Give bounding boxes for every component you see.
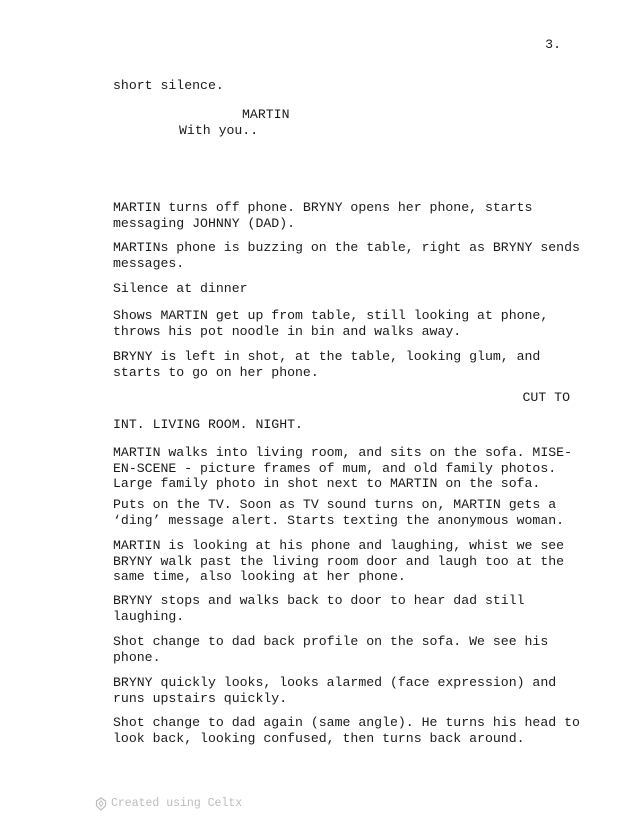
action-text: Shows MARTIN get up from table, still looking at phone, throws his pot noodle in bin and walks away. [113, 308, 549, 339]
action-text: Puts on the TV. Soon as TV sound turns on, MARTIN gets a ‘ding’ message alert. Starts texting the anonymous woman. [113, 497, 565, 528]
action-text: MARTIN turns off phone. BRYNY opens her phone, starts messaging JOHNNY (DAD). [113, 200, 533, 231]
action-text: MARTINs phone is buzzing on the table, right as BRYNY sends messages. [113, 240, 580, 271]
scene-heading: INT. LIVING ROOM. NIGHT. [113, 417, 303, 432]
action-text: BRYNY stops and walks back to door to hear dad still laughing. [113, 593, 525, 624]
action-text: Shot change to dad back profile on the sofa. We see his phone. [113, 634, 549, 665]
action-text: short silence. [113, 78, 224, 93]
action-text: MARTIN walks into living room, and sits on the sofa. MISE-EN-SCENE - picture frames of mum, and old family photos. Large family photo in shot next to MARTIN on the sofa. [113, 445, 572, 491]
footer [95, 796, 242, 812]
action-text: MARTIN is looking at his phone and laughing, whist we see BRYNY walk past the living room door and laugh too at the same time, also looking at her phone. [113, 538, 565, 584]
action-text: Shot change to dad again (same angle). He turns his head to look back, looking confused, then turns back around. [113, 715, 580, 746]
action-text: BRYNY is left in shot, at the table, looking glum, and starts to go on her phone. [113, 349, 541, 380]
page-number: 3. [545, 37, 561, 52]
character-name: MARTIN [242, 107, 290, 122]
action-text: BRYNY quickly looks, looks alarmed (face expression) and runs upstairs quickly. [113, 675, 557, 706]
transition: CUT TO [522, 390, 570, 405]
celtx-logo-icon [95, 797, 107, 811]
dialogue-text: With you.. [179, 123, 259, 138]
action-text: Silence at dinner [113, 281, 248, 296]
footer-text: Created using Celtx [111, 797, 243, 810]
